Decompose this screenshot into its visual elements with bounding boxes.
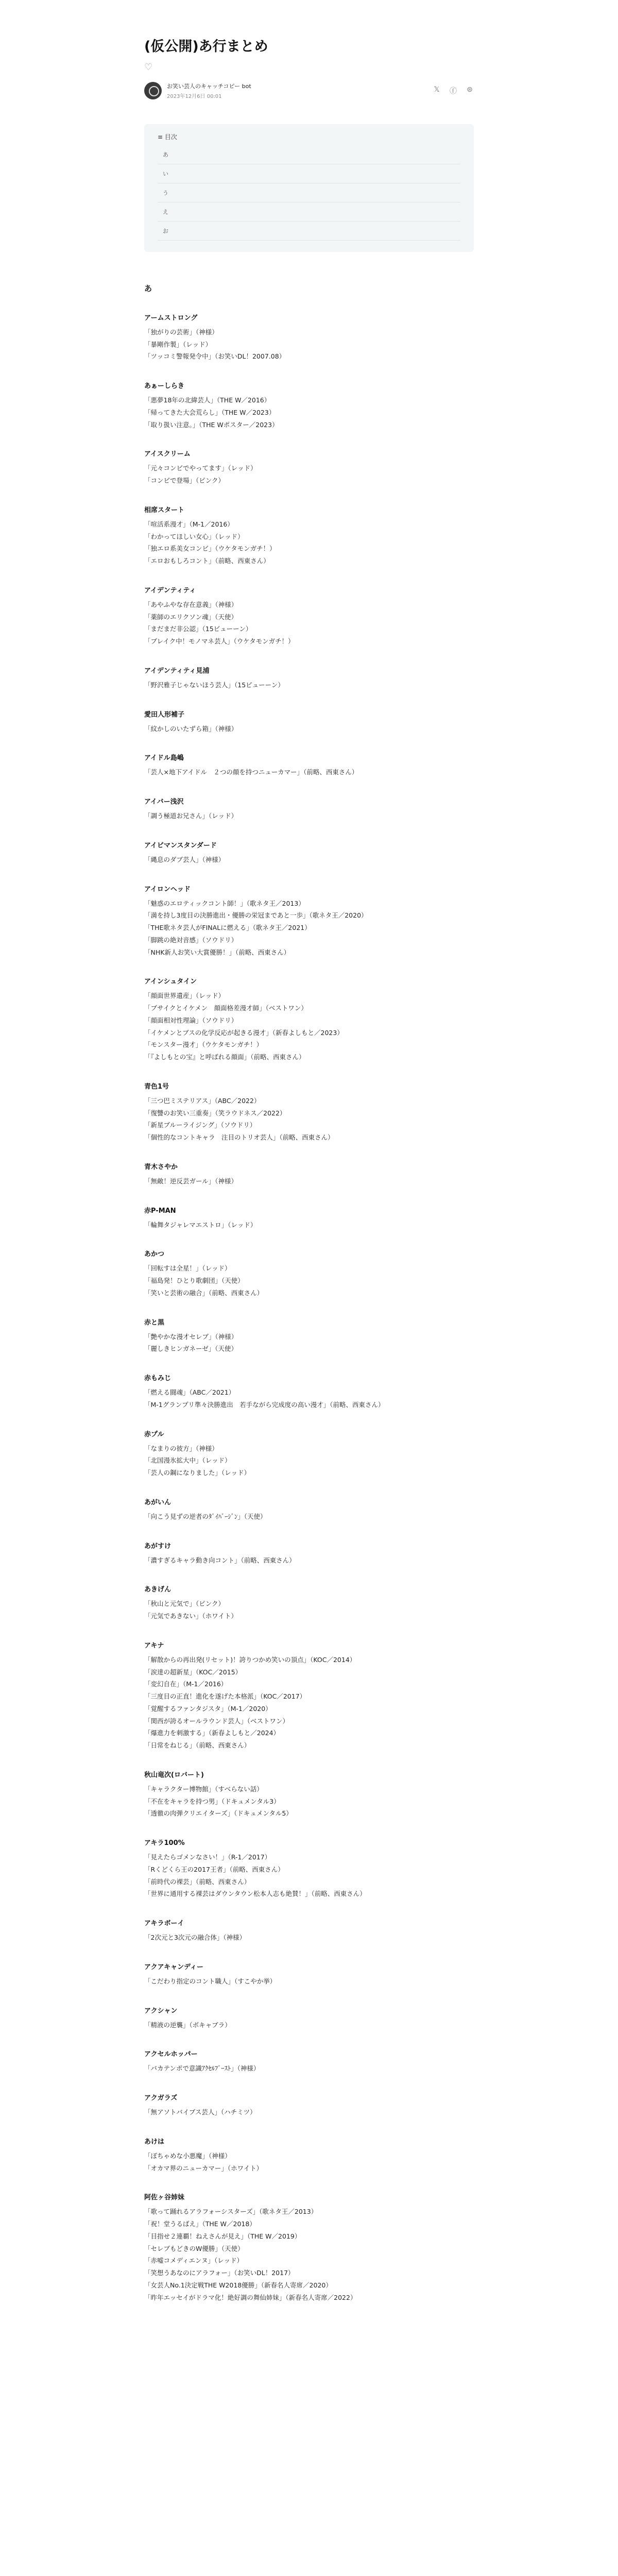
comedian-name: アキラ100%: [144, 1839, 185, 1848]
comedian-entry: [144, 1317, 474, 1355]
section-heading: あ: [144, 283, 152, 293]
comedian-entry: [144, 585, 474, 648]
entry-list: [144, 312, 474, 2304]
catchphrase-line: 「昨年エッセイがドラマ化！絶好調の舞仙姉妹」（新春名人寄席／2022）: [144, 2293, 357, 2301]
catchphrase-line: 「前時代の裸芸」（前略、西東さん）: [144, 1877, 251, 1886]
comedian-entry: [144, 665, 474, 691]
comedian-name: あけは: [144, 2138, 165, 2146]
catchphrase-line: 「世界に通用する裸芸はダウンタウン松本人志も絶賛！」（前略、西東さん）: [144, 1890, 366, 1898]
article-title: (仮公開)あ行まとめ: [144, 39, 268, 55]
comedian-name: アキナ: [144, 1641, 164, 1650]
catchphrase-line: 「ぼちゃめな小悪魔」（神様）: [144, 2151, 231, 2160]
comedian-entry: [144, 796, 474, 822]
catchphrase-line: 「暴剛作製」（レッド）: [144, 340, 212, 348]
comedian-name: 赤もみじ: [144, 1375, 171, 1383]
catchphrase-line: 「コンビで登場」（ピンク）: [144, 477, 225, 485]
comedian-name: アイデンティティ見浦: [144, 667, 210, 675]
catchphrase-line: 「帰ってきた大会荒らし」（THE W／2023）: [144, 408, 276, 416]
comedian-entry: [144, 2136, 474, 2175]
comedian-name: 赤と黒: [144, 1318, 165, 1327]
comedian-name: 青色1号: [144, 1082, 169, 1091]
catchphrase-line: 「キャラクター博物館」（すべらない話）: [144, 1785, 263, 1793]
catchphrase-line: 「笑いと芸術の融合」（前略、西東さん）: [144, 1289, 264, 1297]
catchphrase-line: 「ブサイクとイケメン 顔面格差漫才師」（ベストワン）: [144, 1004, 307, 1012]
comedian-name: アイスクリーム: [144, 450, 191, 459]
catchphrase-line: 「無アソトバイブス芸人」（ハチミツ）: [144, 2108, 256, 2116]
catchphrase-line: 「喧活系漫才」（M-1／2016）: [144, 520, 234, 528]
catchphrase-line: 「エロおもしろコント」（前略、西東さん）: [144, 557, 270, 565]
toc-list: [158, 145, 460, 241]
catchphrase-line: 「顔面世界遺産」（レッド）: [144, 992, 225, 1000]
comedian-name: アイドル島嶋: [144, 754, 184, 762]
catchphrase-line: 「バカテンポで意識ｱｸｾﾙﾌﾞｰｽﾄ」（神様）: [144, 2064, 260, 2073]
catchphrase-line: 「満を持し3度目の決勝進出・優勝の栄冠まであと一歩」（歌ネタ王／2020）: [144, 911, 368, 920]
catchphrase-line: 「輪舞タジャレマエストロ」（レッド）: [144, 1221, 257, 1229]
catchphrase-line: 「不在をキャラを持つ男」（ドキュメンタル3）: [144, 1797, 280, 1805]
catchphrase-line: 「三度目の正直！進化を遂げた本格派」（KOC／2017）: [144, 1692, 306, 1701]
catchphrase-line: 「脚跳の絶対音感」（ソウドリ）: [144, 936, 238, 944]
catchphrase-line: 「イケメンとブスの化学反応が起きる漫才」（新春よしもと／2023）: [144, 1028, 344, 1037]
heart-outline-icon[interactable]: ♡: [144, 61, 153, 73]
publish-date: 2023年12月6日 00:01: [167, 93, 222, 99]
comedian-entry: [144, 1540, 474, 1567]
comedian-entry: [144, 448, 474, 487]
comedian-entry: [144, 1081, 474, 1144]
avatar[interactable]: [144, 82, 162, 99]
catchphrase-line: 「赤嘘コメディエンヌ」（レッド）: [144, 2257, 244, 2265]
comedian-entry: [144, 1372, 474, 1411]
catchphrase-line: 「紋かしのいたずら箱」（神様）: [144, 724, 238, 733]
comedian-entry: [144, 2092, 474, 2119]
comedian-entry: [144, 1429, 474, 1479]
comedian-name: あぁーしらき: [144, 382, 184, 391]
comedian-name: あかつ: [144, 1250, 165, 1259]
catchphrase-line: 「艶やかな漫才セレブ」（神様）: [144, 1332, 238, 1341]
catchphrase-line: 「変幻自在」（M-1／2016）: [144, 1680, 228, 1688]
comedian-name: 赤プル: [144, 1430, 164, 1438]
catchphrase-line: 「セレブもどきのW優勝」（天使）: [144, 2244, 244, 2252]
comedian-entry: [144, 1497, 474, 1523]
catchphrase-line: 「日常をねじる」（前略、西東さん）: [144, 1741, 251, 1750]
catchphrase-line: 「女芸人No.1決定戦THE W2018優勝」（新春名人寄席／2020）: [144, 2281, 332, 2289]
catchphrase-line: 「向こう見ずの逆者のﾀﾞｲﾊﾞｰｼﾞﾝ」（天使）: [144, 1512, 267, 1520]
catchphrase-line: 「涙達の超新星」（KOC／2015）: [144, 1668, 242, 1676]
catchphrase-line: 「透徹の肉弾クリエイターズ」（ドキュメンタル5）: [144, 1809, 293, 1818]
catchphrase-line: 「三つ巴ミステリアス」（ABC／2022）: [144, 1096, 261, 1105]
catchphrase-line: 「独エロ系美女コンビ」（ウケタモンガチ！）: [144, 545, 276, 553]
comedian-name: アクアキャンディー: [144, 1963, 204, 1971]
comedian-name: アインシュタイン: [144, 978, 197, 986]
comedian-entry: [144, 312, 474, 363]
comedian-entry: [144, 1918, 474, 1944]
catchphrase-line: 「Rくどくら王の2017王者」（前略、西東さん）: [144, 1865, 284, 1873]
comedian-entry: [144, 1584, 474, 1622]
catchphrase-line: 「ツッコミ警報発令中」（お笑いDL！2007.08）: [144, 352, 286, 361]
toc-item[interactable]: あ: [158, 145, 460, 164]
comedian-entry: [144, 976, 474, 1063]
catchphrase-line: 「元々コンビでやってます」（レッド）: [144, 464, 257, 472]
catchphrase-line: 「調う極道お兄さん」（レッド）: [144, 812, 238, 820]
comedian-entry: [144, 1961, 474, 1988]
comedian-entry: [144, 2192, 474, 2303]
catchphrase-line: 「北国漫氷拡大中」（レッド）: [144, 1456, 231, 1465]
catchphrase-line: 「こだわり指定のコント職人」（すこやか挙）: [144, 1977, 277, 1985]
catchphrase-line: 「モンスター漫才」（ウケタモンガチ！）: [144, 1041, 263, 1049]
catchphrase-line: 「まだまだ非公認」（15ビューーン）: [144, 625, 252, 633]
comedian-name: 阿佐ヶ谷姉妹: [144, 2194, 185, 2202]
catchphrase-line: 「2次元と3次元の融合体」（神様）: [144, 1934, 246, 1942]
catchphrase-line: 「濃すぎるキャラ動き向コント」（前略、西東さん）: [144, 1556, 296, 1564]
catchphrase-line: 「無敵！逆反芸ガール」（神様）: [144, 1177, 238, 1185]
catchphrase-line: 「THE歌ネタ芸人がFINALに燃える」（歌ネタ王／2021）: [144, 924, 311, 932]
catchphrase-line: 「あやふやな存在意義」（神様）: [144, 600, 238, 608]
comedian-entry: [144, 1640, 474, 1752]
catchphrase-line: 「NHK新人お笑い大賞優勝！」（前略、西東さん）: [144, 948, 290, 956]
article-page: [144, 0, 474, 2303]
catchphrase-line: 「取り扱い注意。」（THE Wポスター／2023）: [144, 420, 279, 429]
catchphrase-line: 「顔面相対性理論」（ソウドリ）: [144, 1016, 238, 1024]
catchphrase-line: 「独がりの芸術」（神様）: [144, 328, 218, 336]
facebook-icon[interactable]: ⓕ: [450, 87, 457, 95]
author-name[interactable]: お笑い芸人のキャッチコピー bot: [167, 82, 251, 90]
catchphrase-line: 「麗しきヒンガネーゼ」（天使）: [144, 1345, 238, 1353]
catchphrase-line: 「解散からの再出発(リセット)！誇りつかめ笑いの頂点」（KOC／2014）: [144, 1655, 356, 1664]
comedian-entry: [144, 1248, 474, 1299]
catchphrase-line: 「魅惑のエロティックコント師！」（歌ネタ王／2013）: [144, 899, 305, 907]
comedian-entry: [144, 840, 474, 866]
catchphrase-line: 「祝！堂うるばえ」（THE W／2018）: [144, 2220, 256, 2228]
comedian-entry: [144, 380, 474, 431]
catchphrase-line: 「縄息のダブ芸人」（神様）: [144, 855, 225, 863]
catchphrase-line: 「元気であきない」（ホワイト）: [144, 1612, 237, 1620]
list-icon: ≡: [158, 133, 165, 141]
comedian-name: 秋山竜次(ロバート): [144, 1771, 204, 1779]
catchphrase-line: 「笑想うあなのにアラフォー」（お笑いDL！2017）: [144, 2269, 295, 2277]
toc-item[interactable]: お: [158, 222, 460, 241]
author-block: [167, 82, 433, 99]
comedian-entry: [144, 504, 474, 567]
toc-header[interactable]: ≡ 目次: [158, 133, 177, 141]
comedian-name: アクセルホッパー: [144, 2050, 198, 2059]
catchphrase-line: 「燃える闘魂」（ABC／2021）: [144, 1388, 235, 1397]
catchphrase-line: 「ブレイク中！モノマネ芸人」（ウケタモンガチ！）: [144, 637, 295, 646]
article-meta: [144, 82, 474, 99]
catchphrase-line: 「芸人の鋼になりました」（レッド）: [144, 1469, 251, 1477]
catchphrase-line: 「福島発！ひとり歌劇団」（天使）: [144, 1277, 244, 1285]
catchphrase-line: 「精液の逆襲」（ボキャブラ）: [144, 2021, 231, 2029]
comedian-name: あきげん: [144, 1586, 171, 1594]
comedian-name: 相席スタート: [144, 506, 185, 514]
catchphrase-line: 「わかってほしい女心」（レッド）: [144, 532, 244, 540]
comedian-entry: [144, 1205, 474, 1231]
toc-item[interactable]: い: [158, 164, 460, 183]
catchphrase-line: 「関西が誇るオールラウンド芸人」（ベストワン）: [144, 1717, 289, 1725]
comedian-entry: [144, 2048, 474, 2075]
catchphrase-line: 「M-1グランプリ準々決勝進出 若手ながら完成度の高い漫才」（前略、西東さん）: [144, 1400, 385, 1409]
comedian-name: あがすけ: [144, 1542, 171, 1550]
catchphrase-line: 「爆進力を刺激する」（新春よしもと／2024）: [144, 1729, 280, 1737]
catchphrase-line: 「野沢雅子じゃないほう芸人」（15ビューーン）: [144, 681, 284, 689]
toc-item[interactable]: う: [158, 183, 460, 202]
catchphrase-line: 「なまりの彼方」（神様）: [144, 1444, 218, 1452]
comedian-name: アイロンヘッド: [144, 885, 191, 893]
catchphrase-line: 「秋山と元気で」（ピンク）: [144, 1600, 225, 1608]
comedian-entry: [144, 1769, 474, 1820]
comedian-entry: [144, 884, 474, 959]
catchphrase-line: 「新星ブルーライジング」（ソウドリ）: [144, 1121, 256, 1129]
hatena-icon[interactable]: ⊜: [467, 85, 473, 94]
comedian-name: 青木さやか: [144, 1163, 178, 1171]
catchphrase-line: 「芸人×地下アイドル ２つの顔を持つニューカマー」（前略、西東さん）: [144, 768, 358, 776]
comedian-name: アイバー浅沢: [144, 798, 184, 806]
catchphrase-line: 「覚醒するファンタジスタ」（M-1／2020）: [144, 1704, 272, 1713]
comedian-name: あがいん: [144, 1498, 171, 1506]
comedian-entry: [144, 2005, 474, 2031]
table-of-contents: [144, 124, 474, 252]
comedian-name: アクガラズ: [144, 2094, 178, 2103]
share-buttons: [433, 86, 474, 96]
comedian-entry: [144, 752, 474, 778]
catchphrase-line: 「個性的なコントキャラ 注目のトリオ芸人」（前略、西東さん）: [144, 1133, 334, 1142]
comedian-entry: [144, 1837, 474, 1900]
comedian-entry: [144, 1161, 474, 1188]
toc-item[interactable]: え: [158, 202, 460, 222]
comedian-name: アイビマンスタンダード: [144, 841, 217, 850]
catchphrase-line: 「薬師のエリクソン魂」（天使）: [144, 613, 238, 621]
catchphrase-line: 「回転すは全星！」（レッド）: [144, 1264, 231, 1273]
comedian-name: 愛田人形補子: [144, 710, 185, 719]
catchphrase-line: 「目指せ２連覇！ねえさんが見え」（THE W／2019）: [144, 2232, 301, 2240]
catchphrase-line: 「復讐のお笑い三重奏」（笑ラウドネス／2022）: [144, 1109, 286, 1117]
comedian-name: 赤P-MAN: [144, 1207, 176, 1215]
catchphrase-line: 「『よしもとの宝』と呼ばれる顔面」（前略、西東さん）: [144, 1053, 305, 1061]
catchphrase-line: 「歌って踊れるアラフォーシスターズ」（歌ネタ王／2013）: [144, 2208, 318, 2216]
x-icon[interactable]: 𝕏: [434, 85, 440, 94]
comedian-name: アームストロング: [144, 314, 198, 322]
comedian-name: アキラボーイ: [144, 1920, 184, 1928]
catchphrase-line: 「見えたらゴメンなさい！」（R-1／2017）: [144, 1853, 271, 1861]
comedian-name: アクシャン: [144, 2007, 178, 2015]
comedian-entry: [144, 709, 474, 735]
catchphrase-line: 「オカマ界のニューカマー」（ホワイト）: [144, 2164, 263, 2172]
comedian-name: アイデンティティ: [144, 586, 196, 595]
catchphrase-line: 「悪夢18年の北緯芸人」（THE W／2016）: [144, 396, 271, 404]
